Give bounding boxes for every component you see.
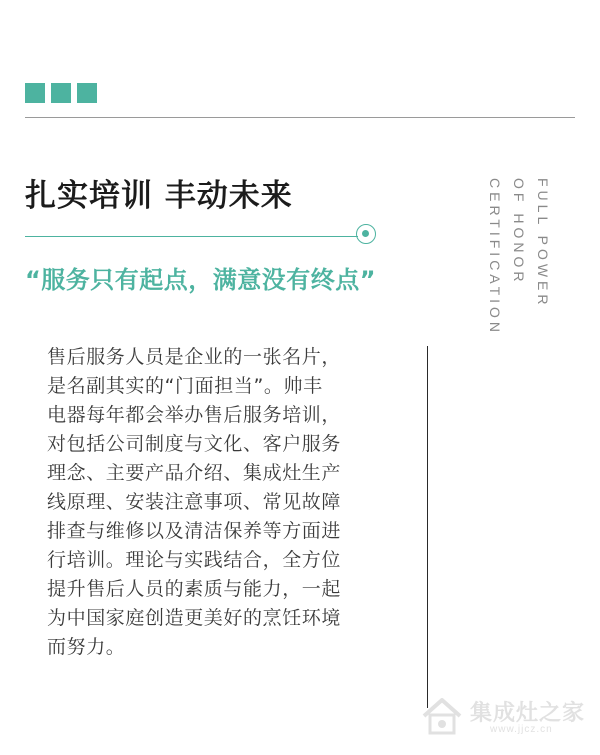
square-icon bbox=[77, 83, 97, 103]
body-line: 是名副其实的“门面担当”。帅丰 bbox=[47, 375, 323, 397]
body-line: 行培训。理论与实践结合，全方位 bbox=[47, 549, 342, 571]
top-divider bbox=[25, 117, 575, 118]
body-line: 为中国家庭创造更美好的烹饪环境 bbox=[47, 607, 342, 629]
body-line: 线原理、安装注意事项、常见故障 bbox=[47, 491, 342, 513]
vertical-caption-line-3: CERTIFICATION bbox=[487, 178, 503, 337]
body-line: 对包括公司制度与文化、客户服务 bbox=[47, 433, 342, 455]
watermark-url: www.jjcz.cn bbox=[490, 724, 553, 735]
watermark bbox=[420, 692, 590, 744]
body-paragraph bbox=[47, 343, 399, 662]
body-line: 电器每年都会举办售后服务培训， bbox=[47, 404, 342, 426]
vertical-divider bbox=[427, 346, 428, 708]
vertical-caption-line-1: FULL POWER bbox=[535, 178, 551, 309]
square-icon bbox=[51, 83, 71, 103]
body-line: 理念、主要产品介绍、集成灶生产 bbox=[47, 462, 342, 484]
page-title: 扎实培训 丰动未来 bbox=[25, 178, 293, 214]
target-dot-icon bbox=[356, 224, 376, 244]
body-line: 而努力。 bbox=[47, 636, 126, 658]
vertical-caption-line-2: OF HONOR bbox=[511, 178, 527, 286]
accent-divider bbox=[25, 236, 358, 237]
house-logo-icon bbox=[420, 696, 464, 736]
body-line: 排查与维修以及清洁保养等方面进 bbox=[47, 520, 342, 542]
body-line: 售后服务人员是企业的一张名片， bbox=[47, 346, 342, 368]
watermark-text: 集成灶之家 bbox=[470, 701, 586, 726]
body-line: 提升售后人员的素质与能力，一起 bbox=[47, 578, 342, 600]
square-icon bbox=[25, 83, 45, 103]
slogan-quote: “服务只有起点，满意没有终点” bbox=[25, 266, 377, 294]
decorative-squares bbox=[25, 83, 97, 103]
